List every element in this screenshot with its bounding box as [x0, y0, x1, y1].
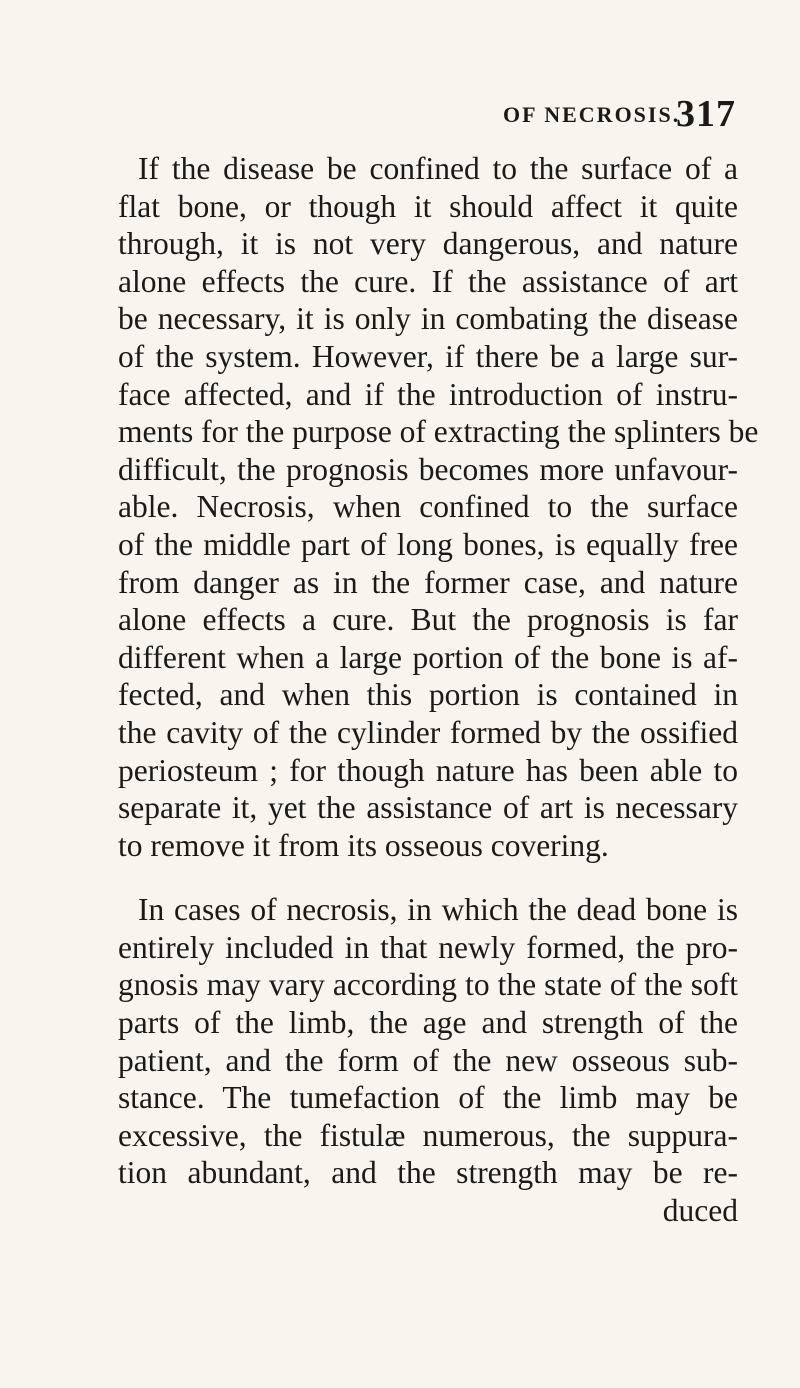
body-text [118, 150, 759, 1230]
text-line: excessive, the fistulæ numerous, the suppura- [118, 1117, 738, 1153]
text-line: patient, and the form of the new osseous sub- [118, 1042, 738, 1078]
text-line: flat bone, or though it should affect it quite [118, 188, 738, 224]
running-title: OF NECROSIS. [503, 102, 681, 127]
text-line: tion abundant, and the strength may be re- [118, 1155, 738, 1191]
page-number: 317 [676, 93, 736, 135]
text-line: ments for the purpose of extracting the splinters be [118, 414, 759, 450]
text-line: gnosis may vary according to the state of the soft [118, 967, 738, 1003]
paragraph-2 [118, 891, 738, 1229]
text-line: through, it is not very dangerous, and nature [118, 226, 738, 262]
text-line: of the system. However, if there be a large sur- [118, 338, 738, 374]
text-line: alone effects a cure. But the prognosis is far [118, 602, 738, 638]
text-line: be necessary, it is only in combating the disease [118, 301, 738, 337]
text-line: If the disease be confined to the surface of a [138, 151, 738, 186]
text-line: of the middle part of long bones, is equally free [118, 526, 738, 562]
running-head [0, 93, 760, 148]
text-line: to remove it from its osseous covering. [118, 827, 609, 863]
text-line: the cavity of the cylinder formed by the ossified [118, 714, 738, 750]
paragraph-1 [118, 150, 759, 864]
text-line: different when a large portion of the bone is af- [118, 639, 738, 675]
text-line: able. Necrosis, when confined to the surface [118, 489, 738, 525]
text-line: from danger as in the former case, and nature [118, 564, 738, 600]
text-line: alone effects the cure. If the assistance of art [118, 263, 738, 299]
text-line: entirely included in that newly formed, the pro- [118, 929, 738, 965]
text-line: separate it, yet the assistance of art is necessary [118, 790, 738, 826]
text-line: periosteum ; for though nature has been able to [118, 752, 738, 788]
text-line: face affected, and if the introduction of instru- [118, 376, 738, 412]
text-line: parts of the limb, the age and strength of the [118, 1005, 738, 1041]
text-line: stance. The tumefaction of the limb may be [118, 1080, 738, 1116]
catchword: duced [662, 1193, 738, 1229]
text-line: fected, and when this portion is contained in [118, 677, 738, 713]
paragraph-gap [118, 864, 738, 891]
text-line: difficult, the prognosis becomes more unfavour- [118, 451, 738, 487]
text-line: In cases of necrosis, in which the dead bone is [138, 892, 738, 928]
